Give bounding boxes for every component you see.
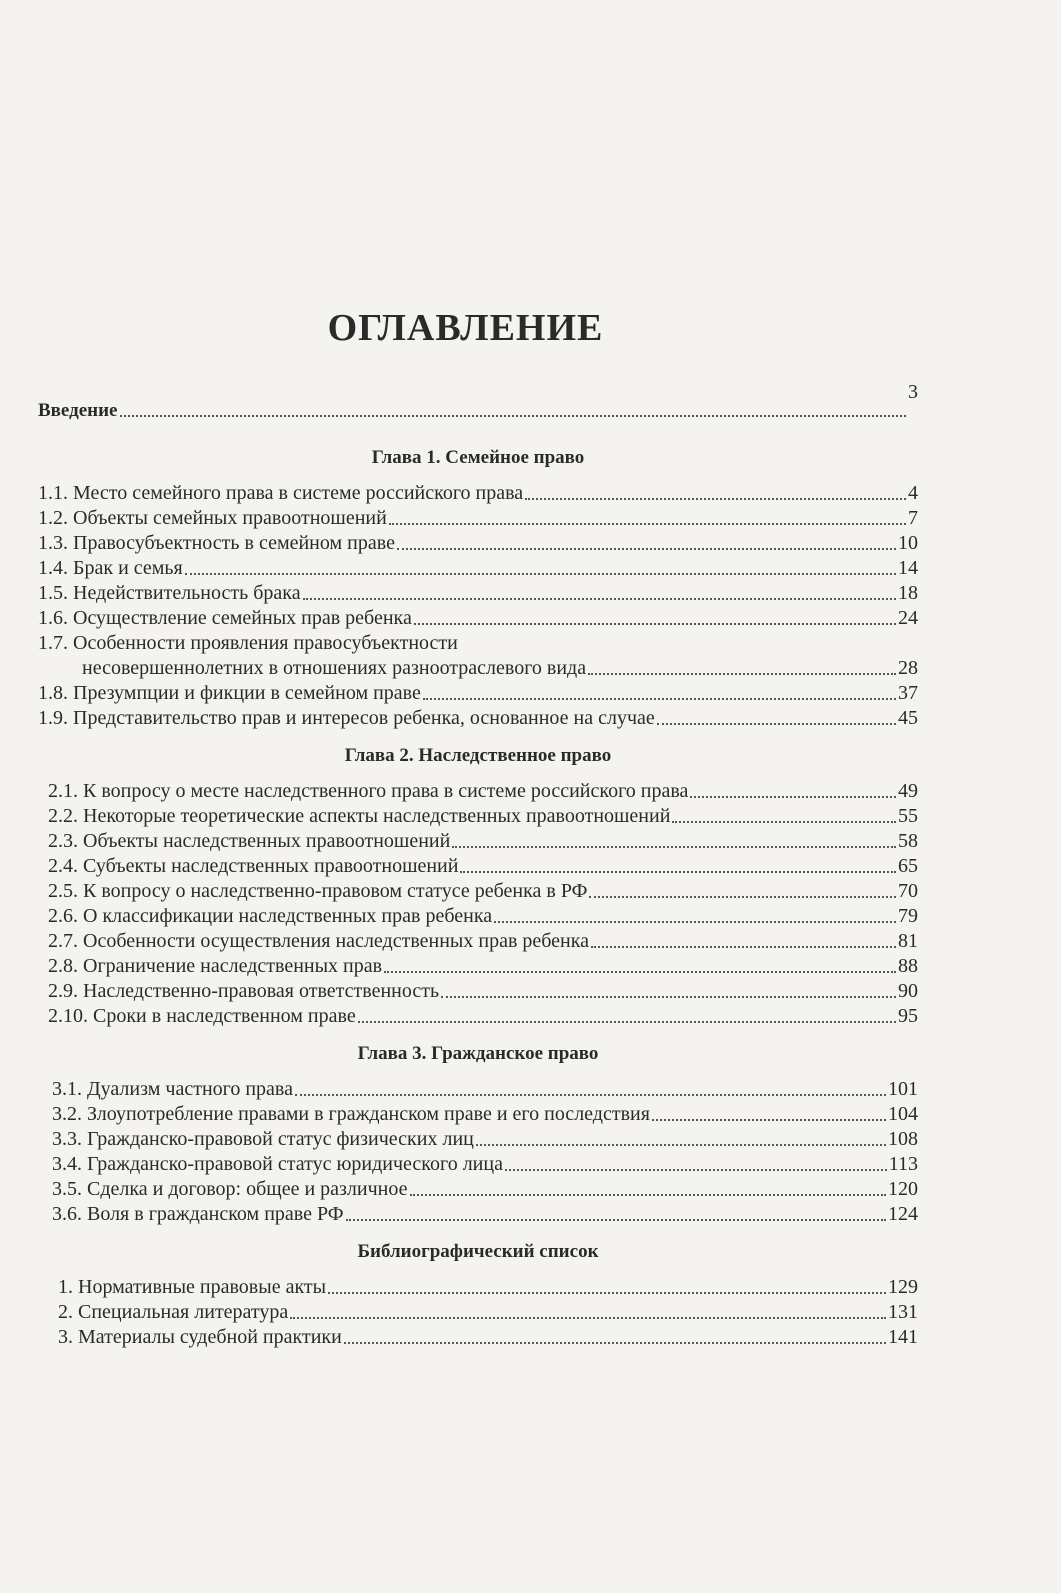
toc-entry-text: 3. Материалы судебной практики (58, 1326, 342, 1348)
toc-entry-page: 113 (888, 1153, 918, 1175)
dot-leader (494, 921, 896, 923)
toc-entry[interactable] (52, 1202, 918, 1227)
dot-leader (652, 1119, 886, 1121)
toc-entry-text: 2.10. Сроки в наследственном праве (48, 1005, 356, 1027)
toc-entry[interactable] (52, 1177, 918, 1202)
toc-entry[interactable] (48, 804, 918, 829)
toc-entry-text: 3.5. Сделка и договор: общее и различное (52, 1178, 408, 1200)
page-title: ОГЛАВЛЕНИЕ (327, 307, 604, 349)
toc-entry-text: 2.2. Некоторые теоретические аспекты наследственных правоотношений (48, 805, 671, 827)
chapter-1-entries (38, 481, 918, 731)
toc-entry-text: 2. Специальная литература (58, 1301, 289, 1323)
toc-entry-text: 1.7. Особенности проявления правосубъектности (38, 632, 458, 654)
toc-entry-page: 58 (898, 830, 918, 852)
dot-leader (588, 673, 896, 675)
toc-entry[interactable] (52, 1102, 918, 1127)
toc-entry-text: Введение (38, 400, 118, 421)
toc-entry-page: 49 (898, 780, 918, 802)
toc-entry-page: 101 (888, 1078, 918, 1100)
toc-entry-text: 1.9. Представительство прав и интересов ребенка, основанное на случае (38, 707, 655, 729)
toc-entry-page: 24 (898, 607, 918, 629)
toc-entry-text: 1.3. Правосубъектность в семейном праве (38, 532, 395, 554)
toc-entry[interactable] (48, 854, 918, 879)
dot-leader (589, 896, 896, 898)
toc-entry-text: 2.6. О классификации наследственных прав ребенка (48, 905, 493, 927)
chapter-3-entries (38, 1077, 918, 1227)
toc-entry-page: 70 (898, 880, 918, 902)
toc-entry[interactable] (58, 1300, 918, 1325)
toc-entry-page: 124 (888, 1203, 918, 1225)
toc-entry-text: 3.1. Дуализм частного права (52, 1078, 293, 1100)
dot-leader (295, 1094, 886, 1096)
dot-leader (358, 1021, 896, 1023)
toc-entry[interactable] (48, 979, 918, 1004)
toc-entry-text: 3.3. Гражданско-правовой статус физических лиц (52, 1128, 474, 1150)
toc-entry[interactable] (52, 1127, 918, 1152)
toc-entry-page: 129 (888, 1276, 918, 1298)
toc-entry-continuation (38, 656, 918, 681)
toc-entry-text: 2.9. Наследственно-правовая ответственность (48, 980, 440, 1002)
bibliography-entries (38, 1275, 918, 1350)
toc-entry-page: 14 (898, 557, 918, 579)
chapter-heading: Глава 3. Гражданское право (357, 1043, 599, 1064)
toc-entry-page: 55 (898, 805, 918, 827)
toc-entry-page: 90 (898, 980, 918, 1002)
toc-entry-text: 1. Нормативные правовые акты (58, 1276, 327, 1298)
chapter-heading: Глава 2. Наследственное право (344, 745, 612, 766)
chapter-heading: Глава 1. Семейное право (371, 447, 585, 468)
toc-entry-page: 88 (898, 955, 918, 977)
dot-leader (672, 821, 896, 823)
toc-entry-page: 131 (888, 1301, 918, 1323)
toc-entry-page: 37 (898, 682, 918, 704)
dot-leader (185, 573, 896, 575)
dot-leader (410, 1194, 887, 1196)
toc-entry[interactable] (38, 531, 918, 556)
toc-entry-text: 2.3. Объекты наследственных правоотношений (48, 830, 451, 852)
toc-entry-page: 120 (888, 1178, 918, 1200)
toc-entry-text: 1.2. Объекты семейных правоотношений (38, 507, 387, 529)
dot-leader (290, 1317, 886, 1319)
toc-entry-text: 3.6. Воля в гражданском праве РФ (52, 1203, 344, 1225)
dot-leader (303, 598, 896, 600)
dot-leader (120, 415, 907, 417)
toc-entry[interactable] (48, 829, 918, 854)
bibliography-heading: Библиографический список (357, 1241, 599, 1262)
toc-entry-text: 3.4. Гражданско-правовой статус юридического лица (52, 1153, 503, 1175)
dot-leader (690, 796, 896, 798)
dot-leader (384, 971, 896, 973)
dot-leader (389, 523, 906, 525)
toc-entry-text: несовершеннолетних в отношениях разноотраслевого вида (82, 657, 587, 679)
toc-entry[interactable] (38, 681, 918, 706)
toc-entry-page: 104 (888, 1103, 918, 1125)
toc-entry[interactable] (48, 879, 918, 904)
toc-entry[interactable] (38, 631, 918, 656)
toc-entry-text: 1.5. Недействительность брака (38, 582, 301, 604)
toc-entry-page: 28 (898, 657, 918, 679)
toc-entry[interactable] (38, 556, 918, 581)
toc-entry[interactable] (48, 779, 918, 804)
toc-entry[interactable] (48, 929, 918, 954)
toc-entry-page: 45 (898, 707, 918, 729)
dot-leader (591, 946, 896, 948)
dot-leader (397, 548, 896, 550)
toc-entry[interactable] (48, 1004, 918, 1029)
dot-leader (505, 1169, 887, 1171)
toc-entry[interactable] (58, 1325, 918, 1350)
toc-entry[interactable] (38, 581, 918, 606)
toc-entry-page: 65 (898, 855, 918, 877)
toc-entry[interactable] (38, 506, 918, 531)
toc-entry-page: 4 (908, 482, 918, 504)
toc-entry[interactable] (48, 954, 918, 979)
toc-entry-page: 141 (888, 1326, 918, 1348)
toc-entry-text: 2.8. Ограничение наследственных прав (48, 955, 383, 977)
toc-entry[interactable] (52, 1152, 918, 1177)
toc-entry[interactable] (52, 1077, 918, 1102)
toc-entry-page: 3 (908, 381, 918, 403)
dot-leader (657, 723, 896, 725)
dot-leader (344, 1342, 886, 1344)
toc-entry-text: 1.4. Брак и семья (38, 557, 183, 579)
dot-leader (476, 1144, 886, 1146)
dot-leader (423, 698, 896, 700)
toc-entry-text: 2.4. Субъекты наследственных правоотношений (48, 855, 459, 877)
toc-entry-page: 18 (898, 582, 918, 604)
toc-entry-text: 2.5. К вопросу о наследственно-правовом статусе ребенка в РФ (48, 880, 588, 902)
toc-entry[interactable] (58, 1275, 918, 1300)
toc-entry-text: 1.1. Место семейного права в системе российского права (38, 482, 524, 504)
dot-leader (328, 1292, 886, 1294)
toc-entry-page: 79 (898, 905, 918, 927)
toc-entry-page: 7 (908, 507, 918, 529)
toc-entry-text: 3.2. Злоупотребление правами в гражданском праве и его последствия (52, 1103, 650, 1125)
dot-leader (525, 498, 906, 500)
toc-entry-page: 108 (888, 1128, 918, 1150)
toc-entry[interactable] (38, 606, 918, 631)
chapter-2-entries (38, 779, 918, 1029)
toc-entry-text: 2.1. К вопросу о месте наследственного права в системе российского права (48, 780, 689, 802)
toc-entry-page: 81 (898, 930, 918, 952)
toc-entry-text: 1.8. Презумпции и фикции в семейном праве (38, 682, 421, 704)
toc-entry-intro[interactable] (38, 381, 918, 423)
toc-entry[interactable] (38, 481, 918, 506)
dot-leader (441, 996, 896, 998)
dot-leader (414, 623, 896, 625)
toc-entry-page: 10 (898, 532, 918, 554)
toc-entry-page: 95 (898, 1005, 918, 1027)
toc-entry-text: 2.7. Особенности осуществления наследственных прав ребенка (48, 930, 590, 952)
toc-entry[interactable] (38, 706, 918, 731)
table-of-contents (38, 381, 918, 1350)
dot-leader (346, 1219, 886, 1221)
toc-entry[interactable] (48, 904, 918, 929)
dot-leader (460, 871, 896, 873)
dot-leader (452, 846, 896, 848)
toc-entry-text: 1.6. Осуществление семейных прав ребенка (38, 607, 412, 629)
